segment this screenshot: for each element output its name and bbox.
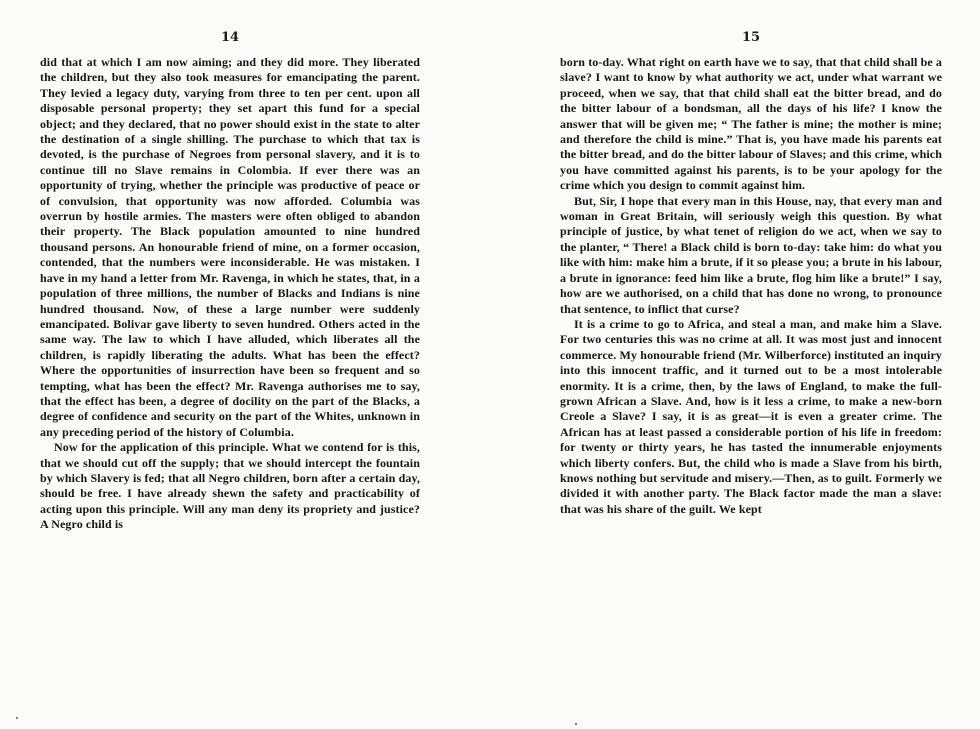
left-page — [40, 0, 420, 729]
paragraph: Now for the application of this principle. What we contend for is this, that we should cut off the supply; that we should intercept the fountain by which Slavery is fed; that all Negro children, born after a certain day, should be free. I have already shewn the safety and practicability of acting upon this principle. Will any man deny its propriety and justice? A Negro child is — [40, 440, 420, 532]
page-body — [560, 55, 942, 517]
page-body — [40, 55, 420, 533]
page-number: 14 — [220, 30, 240, 45]
scan-speckle — [575, 723, 577, 725]
paragraph: But, Sir, I hope that every man in this House, nay, that every man and woman in Great Britain, will seriously weigh this question. By what principle of justice, by what tenet of religion do we act, when we say to the planter, “ There! a Black child is born to-day: take him: do what you like with him: make him a brute, if it so please you; a brute in his labour, a brute in ignorance: feed him like a brute, flog him like a brute!” I say, how are we authorised, on a child that has done no wrong, to pronounce that sentence, to inflict that curse? — [560, 193, 942, 316]
paragraph: did that at which I am now aiming; and they did more. They liberated the children, but they also took measures for emancipating the parent. They levied a legacy duty, varying from three to ten per cent. upon all disposable personal property; they set apart this fund for a special object; and they declared, that no power should exist in the state to alter the destination of a single shilling. The purchase to which that tax is devoted, is the purchase of Negroes from personal slavery, and it is to continue till no Slave remains in Colombia. If ever there was an opportunity of trying, whether the principle was productive of peace or of convulsion, that opportunity was now afforded. Columbia was overrun by hostile armies. The masters were often obliged to abandon their property. The Black population amounted to nine hundred thousand persons. An honourable friend of mine, on a former occasion, contended, that the numbers were inconsiderable. He was mistaken. I have in my hand a letter from Mr. Ravenga, in which he states, that, in a population of three millions, the number of Blacks and Indians is nine hundred thousand. Now, of these a large number were suddenly emancipated. Bolivar gave liberty to seven hundred. Others acted in the same way. The law to which I have alluded, which liberates all the children, is rapidly liberating the adults. What has been the effect? Where the opportunities of insurrection have been so frequent and so tempting, what has been the effect? Mr. Ravenga authorises me to say, that the effect has been, a degree of docility on the part of the Blacks, a degree of confidence and security on the part of the Whites, unknown in any preceding period of the history of Columbia. — [40, 55, 420, 439]
page-number: 15 — [741, 30, 761, 45]
scan-speckle — [16, 717, 18, 719]
paragraph: born to-day. What right on earth have we to say, that that child shall be a slave? I want to know by what authority we act, under what warrant we proceed, when we say, that that child shall eat the bitter bread, and do the bitter labour of a bondsman, all the days of his life? I know the answer that will be given me; “ The father is mine; the mother is mine; and therefore the child is mine.” That is, you have made his parents eat the bitter bread, and do the bitter labour of Slaves; and this crime, which you have committed against his parents, is to be your apology for the crime which you design to commit against him. — [560, 55, 942, 193]
paragraph: It is a crime to go to Africa, and steal a man, and make him a Slave. For two centuries this was no crime at all. It was most just and innocent commerce. My honourable friend (Mr. Wilberforce) instituted an inquiry into this innocent traffic, and it turned out to be a most intolerable enormity. It is a crime, then, by the laws of England, to make the full-grown African a Slave. And, how is it less a crime, to make a new-born Creole a Slave? I say, it is as great—it is even a greater crime. The African has at least passed a considerable portion of his life in freedom: for twenty or thirty years, he has tasted the innumerable enjoyments which liberty confers. But, the child who is made a Slave from his birth, knows nothing but servitude and misery.—Then, as to guilt. Formerly we divided it with another party. The Black factor made the man a slave: that was his share of the guilt. We kept — [560, 316, 942, 516]
right-page — [560, 0, 942, 729]
